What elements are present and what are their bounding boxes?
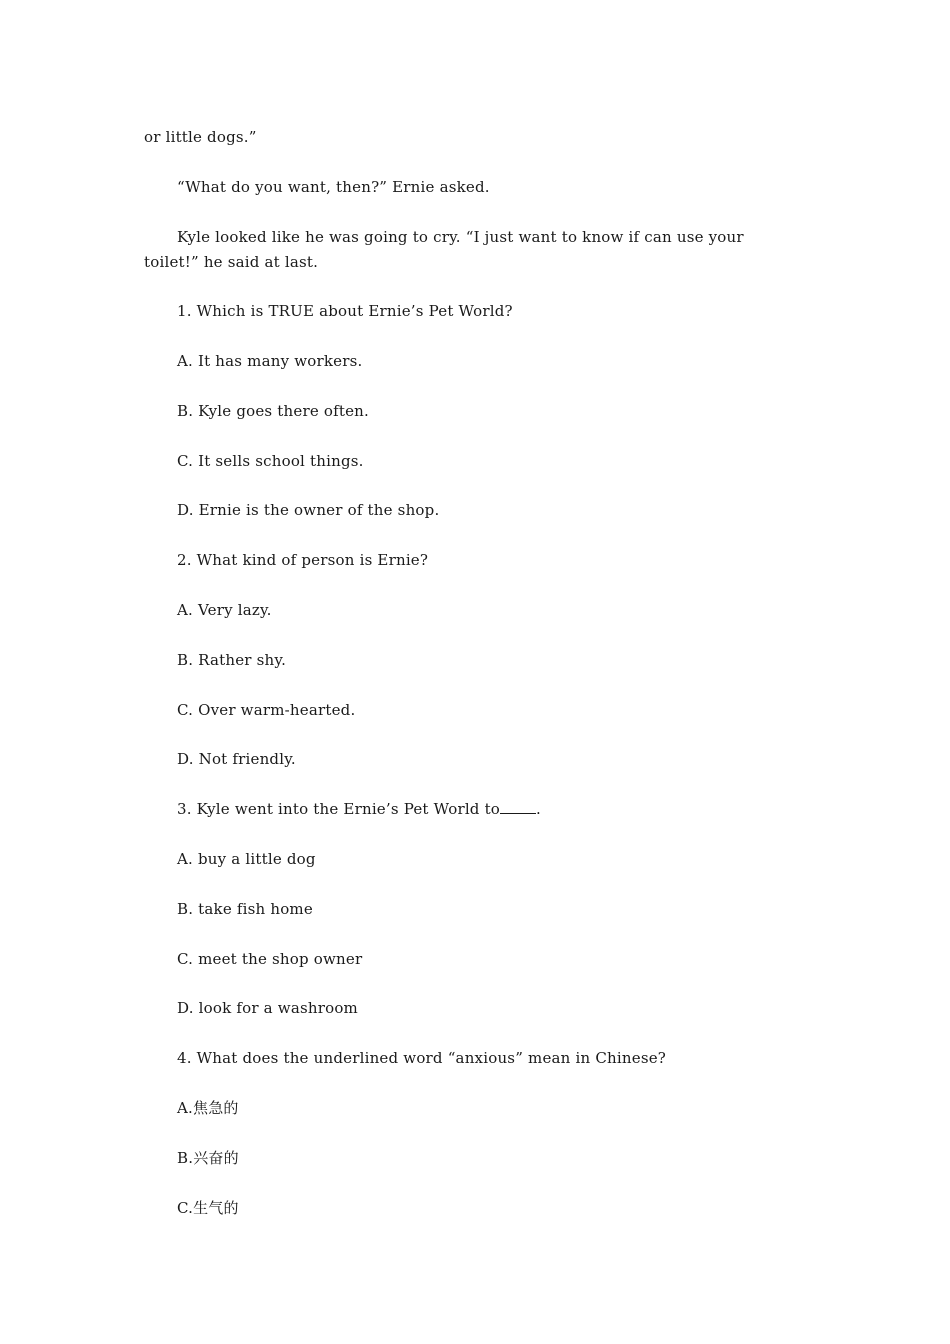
question-stem: 2. What kind of person is Ernie? (177, 551, 429, 569)
answer-option: B.兴奋的 (177, 1149, 239, 1167)
answer-option: A. buy a little dog (177, 850, 316, 868)
question-stem: 4. What does the underlined word “anxious” mean in Chinese? (177, 1049, 667, 1067)
passage-line: “What do you want, then?” Ernie asked. (177, 178, 490, 196)
answer-option: A. Very lazy. (177, 601, 272, 619)
question-stem: 1. Which is TRUE about Ernie’s Pet World? (177, 302, 513, 320)
passage-line: Kyle looked like he was going to cry. “I just want to know if can use your (177, 228, 744, 246)
answer-option: D. Ernie is the owner of the shop. (177, 501, 440, 519)
answer-option: A.焦急的 (177, 1099, 239, 1117)
answer-option: C. Over warm-hearted. (177, 701, 356, 719)
answer-option: C. meet the shop owner (177, 950, 363, 968)
question-stem-end: . (536, 800, 542, 818)
answer-option: A. It has many workers. (177, 352, 363, 370)
answer-option: C.生气的 (177, 1199, 239, 1217)
answer-option: B. take fish home (177, 900, 313, 918)
answer-option: D. look for a washroom (177, 999, 358, 1017)
answer-option: D. Not friendly. (177, 750, 296, 768)
answer-blank (500, 799, 536, 814)
question-stem-text: 3. Kyle went into the Ernie’s Pet World to (177, 800, 501, 818)
question-stem (177, 799, 541, 819)
answer-option: B. Kyle goes there often. (177, 402, 369, 420)
passage-line: toilet!” he said at last. (144, 253, 319, 271)
passage-line: or little dogs.” (144, 128, 257, 146)
answer-option: B. Rather shy. (177, 651, 287, 669)
answer-option: C. It sells school things. (177, 452, 364, 470)
